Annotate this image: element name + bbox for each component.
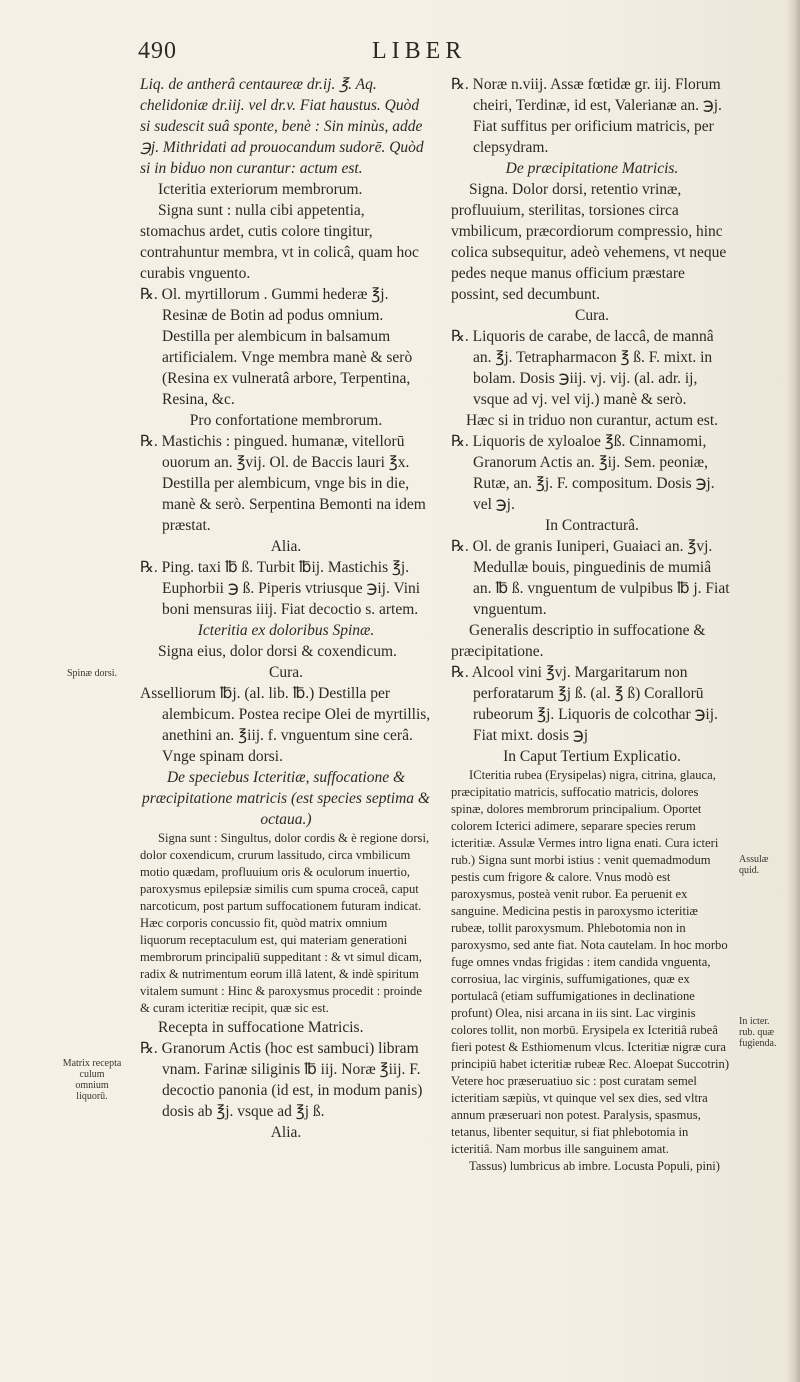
right-column-paragraph: Generalis descriptio in suffocatione & præcipitatione. <box>451 622 706 660</box>
right-column-paragraph: ℞. Noræ n.viij. Assæ fœtidæ gr. iij. Florum cheiri, Terdinæ, id est, Valerianæ an. ℈j. Fiat suffitus per orificium matricis, per clepsydram. <box>451 76 722 156</box>
left-column-paragraph: Asselliorum ℔j. (al. lib. ℔.) Destilla per alembicum. Postea recipe Olei de myrtillis, anethini an. ℥iij. f. vnguentum sine cerâ. Vnge spinam dorsi. <box>140 685 431 765</box>
left-column-paragraph: Alia. <box>270 1124 302 1141</box>
right-column-paragraph: Tassus) lumbricus ab imbre. Locusta Populi, pini) <box>469 1159 720 1173</box>
margin-note-in-icteritia: In icter. rub. quæ fugienda. <box>739 1016 777 1049</box>
page-header <box>0 38 800 68</box>
running-title: LIBER <box>372 38 467 64</box>
right-column-paragraph: ℞. Ol. de granis Iuniperi, Guaiaci an. ℥vj. Medullæ bouis, pinguedinis de mumiâ an. ℔ ß. vnguentum de vulpibus ℔ j. Fiat vnguentum. <box>451 538 730 618</box>
right-column-paragraph: In Caput Tertium Explicatio. <box>503 748 681 765</box>
left-column-paragraph: De speciebus Icteritiæ, suffocatione & præcipitatione matricis (est species septima & octaua.) <box>141 769 430 828</box>
page-number: 490 <box>138 38 177 64</box>
left-column-paragraph: ℞. Ping. taxi ℔ ß. Turbit ℔ij. Mastichis ℥j. Euphorbii ℈ ß. Piperis vtriusque ℈ij. Vini boni mensuras iiij. Fiat decoctio s. artem. <box>140 559 421 618</box>
right-column <box>451 74 733 1175</box>
margin-note-spinae: Spinæ dorsi. <box>66 668 117 679</box>
left-column-paragraph: Icteritia ex doloribus Spinæ. <box>197 622 375 639</box>
right-column-paragraph: Hæc si in triduo non curantur, actum est. <box>465 412 719 429</box>
right-column-paragraph: ℞. Liquoris de xyloaloe ℥ß. Cinnamomi, Granorum Actis an. ℥ij. Sem. peoniæ, Rutæ, an. ℥j. F. compositum. Dosis ℈j. vel ℈j. <box>451 433 715 513</box>
margin-note-matrix: Matrix recepta culum omnium liquorū. <box>62 1058 122 1102</box>
left-column-paragraph: Liq. de antherâ centaureæ dr.ij. ℥. Aq. chelidoniæ dr.iij. vel dr.v. Fiat haustus. Quòd si sudescit suâ sponte, benè : Sin minùs, adde ℈j. Mithridati ad prouocandum sudorē. Quòd si in biduo non curantur: actum est. <box>140 76 424 177</box>
left-column-paragraph: Cura. <box>268 664 303 681</box>
right-column-paragraph: In Contracturâ. <box>545 517 639 534</box>
right-column-paragraph: Cura. <box>574 307 609 324</box>
right-column-paragraph: ℞. Liquoris de carabe, de laccâ, de mannâ an. ℥j. Tetrapharmacon ℥ ß. F. mixt. in bolam. Dosis ℈iij. vj. vij. (al. adr. ij, vsque ad vj. vel vij.) manè & serò. <box>451 328 714 408</box>
right-column-paragraph: ICteritia rubea (Erysipelas) nigra, citrina, glauca, præcipitatio matricis, suffocatio matricis, dolores spinæ, dolores membrorum principalium. Oportet colorem Icterici adimere, separare species rerum icteritiæ. Assulæ Vermes intro ligna enati. Cura icteri rub.) Signa sunt morbi istius : venit quemadmodum pestis cum frigore & calore. Vnus modò est paroxysmus, posteà venit rubor. Ea peruenit ex sanguine. Medicina pestis in paroxysmo icteritiæ rubeæ, tollit paroxysmum. Phlebotomia non in paroxysmo, sed ante fiat. Nota cautelam. In hoc morbo fuge omnes vndas frigidas : item candida vnguenta, corrosiua, lac virginis, suffumigationes, quæ ex portulacâ (etiam suffumigationes in declinatione profunt) Olea, nisi arcana in iis sint. Lac virginis colores tollit, non morbū. Erysipela ex Icteritiâ rubeâ fieri potest & Esthiomenum vlcus. Icteritiæ nigræ cura principiū habet icteritiæ rubeæ Rec. Aloepat Succotrin) Vetere hoc præseruatiuo sic : post curatam semel icteritiam sæpiùs, vt quinque vel sex dies, sed vltra annum præseruari non potest. Paralysis, spasmus, tetanus, libenter sequitur, si fiat phlebotomia in icteritiâ. Nam morbus ille sanguinem amat. <box>451 768 730 1156</box>
left-column-paragraph: Alia. <box>270 538 302 555</box>
left-column-paragraph: Signa sunt : Singultus, dolor cordis & è regione dorsi, dolor coxendicum, crurum lassitudo, circa vmbilicum motio quædam, profluuium oris & oculorum inuertio, paroxysmus epilepsiæ similis cum spuma croceâ, caput narcoticum, post partum suffocationem futuram indicat. Hæc corporis concussio fit, quòd matrix omnium liquorum receptaculum est, qui materiam generationi membrorum principaliū suppeditant : & vt simul dicam, radix & nutrimentum eorum illâ latent, & indè spiritum vitalem sumunt : Hinc & paroxysmus procedit : proinde & curam icteritiæ recipit, quæ sic est. <box>140 831 430 1015</box>
left-column-paragraph: ℞. Granorum Actis (hoc est sambuci) libram vnam. Farinæ siliginis ℔ iij. Noræ ℥iij. F. decoctio panonia (id est, in modum panis) dosis ab ℥j. vsque ad ℥j ß. <box>140 1040 423 1120</box>
page-edge-shadow <box>786 0 800 1382</box>
left-column-paragraph: Recepta in suffocatione Matricis. <box>158 1019 364 1036</box>
right-column-paragraph: ℞. Alcool vini ℥vj. Margaritarum non perforatarum ℥j ß. (al. ℥ ß) Corallorū rubeorum ℥j. Liquoris de colcothar ℈ij. Fiat mixt. dosis ℈j <box>451 664 718 744</box>
left-column-paragraph: Pro confortatione membrorum. <box>189 412 383 429</box>
right-column-paragraph: De præcipitatione Matricis. <box>505 160 679 177</box>
left-column-paragraph: Signa sunt : nulla cibi appetentia, stomachus ardet, cutis colore tingitur, contrahuntur membra, vt in colicâ, quam hoc curabis vnguento. <box>140 202 419 282</box>
left-column-paragraph: ℞. Ol. myrtillorum . Gummi hederæ ℥j. Resinæ de Botin ad podus omnium. Destilla per alembicum in balsamum artificialem. Vnge membra manè & serò (Resina ex vulneratâ arbore, Terpentina, Resina, &c. <box>140 286 413 408</box>
margin-note-assulae: Assulæ quid. <box>739 854 769 876</box>
left-column <box>140 74 432 1143</box>
right-column-paragraph: Signa. Dolor dorsi, retentio vrinæ, profluuium, sterilitas, torsiones circa vmbilicum, præcordiorum compressio, hinc colica subsequitur, adeò vehemens, vt neque pedes neque manus officium præstare possint, sed decumbunt. <box>451 181 727 303</box>
left-column-paragraph: Signa eius, dolor dorsi & coxendicum. <box>158 643 397 660</box>
left-column-paragraph: ℞. Mastichis : pingued. humanæ, vitellorū ouorum an. ℥vij. Ol. de Baccis lauri ℥x. Destilla per alembicum, vnge bis in die, manè & serò. Serpentina Bemonti na idem præstat. <box>140 433 426 534</box>
left-column-paragraph: Icteritia exteriorum membrorum. <box>158 181 363 198</box>
